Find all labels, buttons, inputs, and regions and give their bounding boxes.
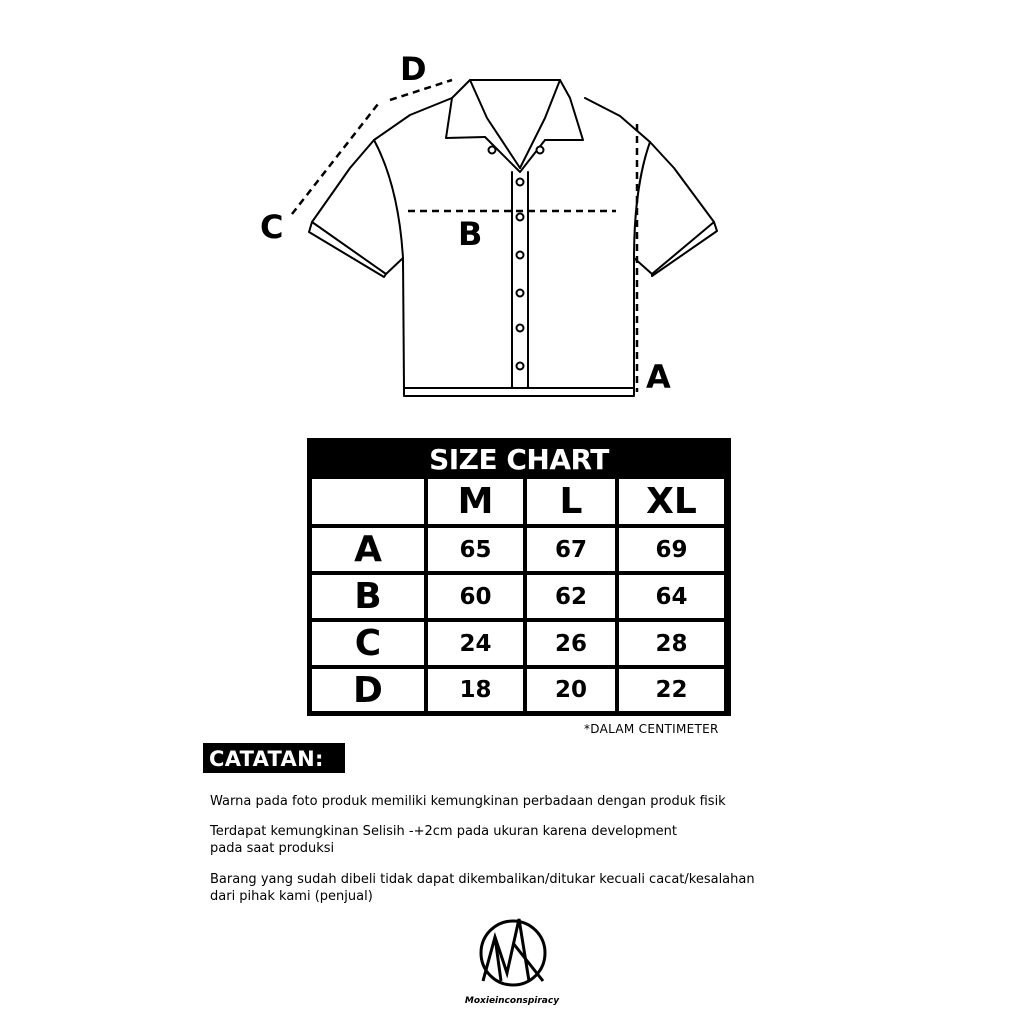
cell-d-m: 18 bbox=[428, 669, 523, 711]
cell-b-l: 62 bbox=[527, 575, 615, 618]
header-empty-cell bbox=[312, 479, 424, 524]
unit-footnote: *DALAM CENTIMETER bbox=[584, 722, 719, 736]
row-label-d: D bbox=[312, 669, 424, 711]
cell-a-l: 67 bbox=[527, 528, 615, 571]
row-label-b: B bbox=[312, 575, 424, 618]
row-label-c: C bbox=[312, 622, 424, 665]
cell-d-xl: 22 bbox=[619, 669, 724, 711]
cell-b-m: 60 bbox=[428, 575, 523, 618]
row-label-a: A bbox=[312, 528, 424, 571]
cell-a-xl: 69 bbox=[619, 528, 724, 571]
cell-c-xl: 28 bbox=[619, 622, 724, 665]
notes-title: CATATAN: bbox=[203, 743, 345, 773]
cell-b-xl: 64 bbox=[619, 575, 724, 618]
label-d: D bbox=[400, 50, 427, 88]
brand-logo-icon bbox=[473, 915, 553, 987]
label-a: A bbox=[646, 358, 671, 396]
note-item: Warna pada foto produk memiliki kemungkinan perbadaan dengan produk fisik bbox=[210, 794, 726, 809]
label-c: C bbox=[260, 208, 284, 246]
label-b: B bbox=[458, 215, 483, 253]
header-size-l: L bbox=[527, 479, 615, 524]
header-size-xl: XL bbox=[619, 479, 724, 524]
cell-c-m: 24 bbox=[428, 622, 523, 665]
cell-d-l: 20 bbox=[527, 669, 615, 711]
size-chart-table bbox=[307, 438, 731, 716]
size-chart-title: SIZE CHART bbox=[429, 443, 609, 476]
header-size-m: M bbox=[428, 479, 523, 524]
brand-name: Moxieinconspiracy bbox=[464, 996, 560, 1006]
cell-c-l: 26 bbox=[527, 622, 615, 665]
note-item: Terdapat kemungkinan Selisih -+2cm pada ukuran karena development pada saat produksi bbox=[210, 824, 677, 856]
shirt-diagram bbox=[0, 0, 1024, 420]
cell-a-m: 65 bbox=[428, 528, 523, 571]
note-item: Barang yang sudah dibeli tidak dapat dikembalikan/ditukar kecuali cacat/kesalahan dari pihak kami (penjual) bbox=[210, 872, 755, 904]
